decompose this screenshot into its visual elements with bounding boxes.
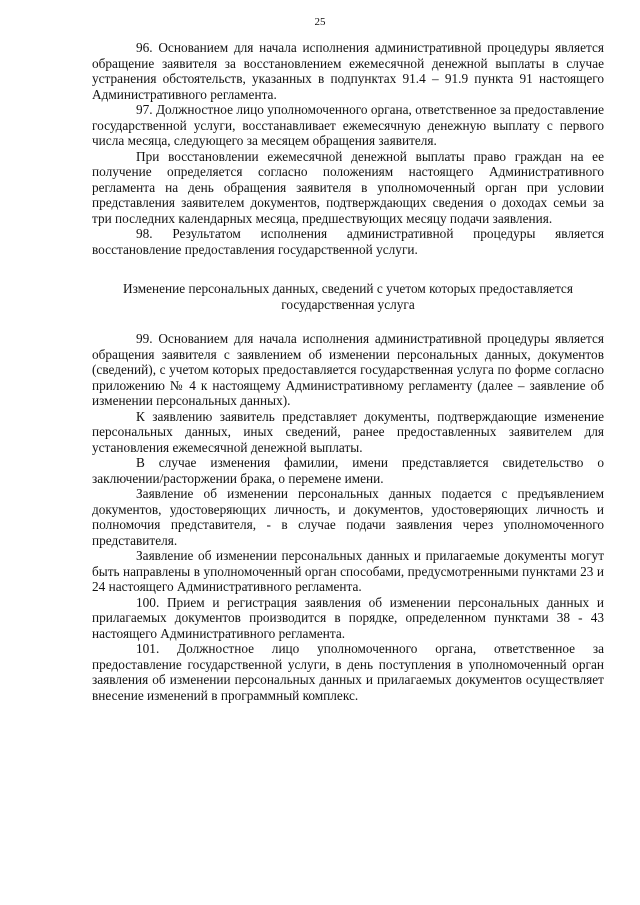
paragraph-99: 99. Основанием для начала исполнения административной процедуры является обращения заявителя с заявлением об изменении персональных данных, документов (сведений), с учетом которых предоставляется государственная услуга по форме согласно приложению № 4 к настоящему Административному регламенту (далее – заявление об изменении персональных данных). <box>92 331 604 408</box>
paragraph-restoration-right: При восстановлении ежемесячной денежной выплаты право граждан на ее получение определяется согласно положениям настоящего Административного регламента на день обращения заявителя в уполномоченный орган при условии представления заявителем документов, подтверждающих сведения о доходах семьи за три последних календарных месяца, предшествующих месяцу подачи заявления. <box>92 148 604 226</box>
document-body <box>92 40 604 703</box>
paragraph-supporting-documents: К заявлению заявитель представляет документы, подтверждающие изменение персональных данных, иных сведений, ранее предоставленных заявителем для установления ежемесячной денежной выплаты. <box>92 408 604 455</box>
paragraph-submission-methods: Заявление об изменении персональных данных и прилагаемые документы могут быть направлены в уполномоченный орган способами, предусмотренными пунктами 23 и 24 настоящего Административного регламента. <box>92 548 604 594</box>
paragraph-101: 101. Должностное лицо уполномоченного органа, ответственное за предоставление государственной услуги, в день поступления в уполномоченный орган заявления об изменении персональных данных и прилагаемых документов осуществляет внесение изменений в программный комплекс. <box>92 641 604 703</box>
paragraph-97: 97. Должностное лицо уполномоченного органа, ответственное за предоставление государственной услуги, восстанавливает ежемесячную денежную выплату с первого числа месяца, следующего за месяцем обращения заявителя. <box>92 102 604 148</box>
paragraph-98: 98. Результатом исполнения административной процедуры является восстановление предоставления государственной услуги. <box>92 226 604 257</box>
section-heading: Изменение персональных данных, сведений с учетом которых предоставляется государственная услуга <box>123 281 573 312</box>
paragraph-name-change: В случае изменения фамилии, имени представляется свидетельство о заключении/расторжении брака, о перемене имени. <box>92 455 604 486</box>
paragraph-100: 100. Прием и регистрация заявления об изменении персональных данных и прилагаемых документов производится в порядке, определенном пунктами 38 - 43 настоящего Административного регламента. <box>92 594 604 641</box>
paragraph-identity-documents: Заявление об изменении персональных данных подается с предъявлением документов, удостоверяющих личность, и документов, удостоверяющих личность и полномочия представителя, - в случае подачи заявления через уполномоченного представителя. <box>92 486 604 548</box>
paragraph-96: 96. Основанием для начала исполнения административной процедуры является обращение заявителя за восстановлением ежемесячной денежной выплаты в случае устранения обстоятельств, указанных в подпунктах 91.4 – 91.9 пункта 91 настоящего Административного регламента. <box>92 40 604 102</box>
page-number: 25 <box>314 16 326 28</box>
